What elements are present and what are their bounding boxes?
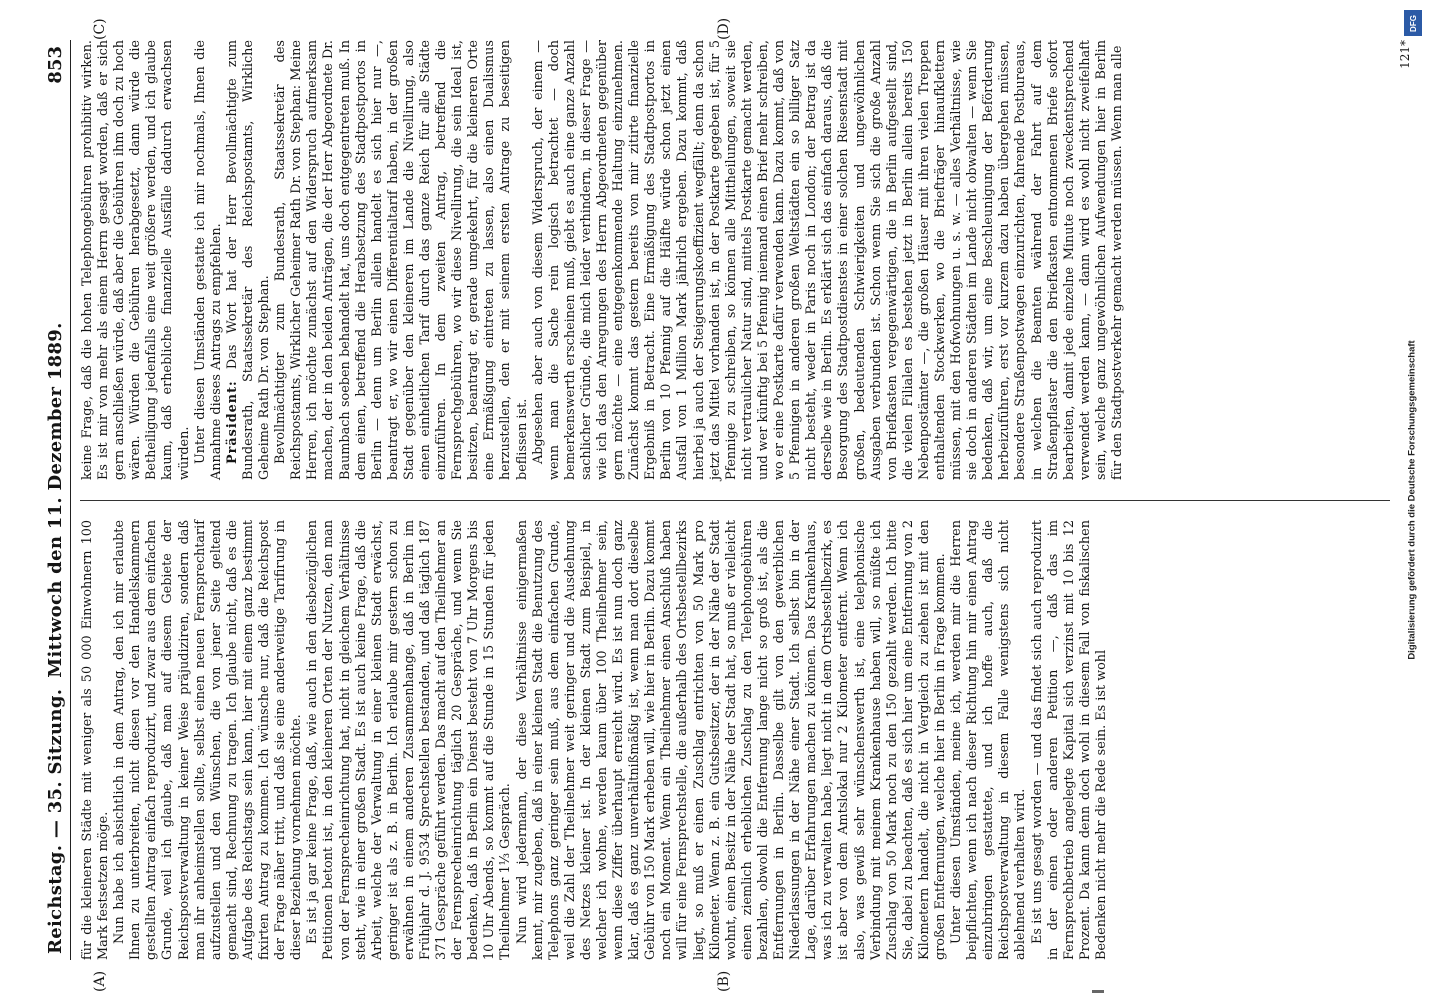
dfg-logo: DFG — [1404, 10, 1422, 36]
paragraph: keine Frage, daß die hohen Telephongebühren prohibitiv wirken. Es ist mir von mehr als einem Herrn gesagt worden, daß er sich gern anschließen würde, daß aber die Gebühren ihm doch zu hoch wären. Würden die Gebühren herabgesetzt, dann würde die Betheiligung jedenfalls eine weit größere werden, und ich glaube kaum, daß erhebliche finanzielle Ausfälle dadurch erwachsen würden. — [80, 40, 192, 480]
paragraph: Nun habe ich absichtlich in dem Antrag, den ich mir erlaubte Ihnen zu unterbreiten, nicht diesen vor den Handelskammern gestellten Antrag einfach reproduzirt, und zwar aus dem einfachen Grunde, weil ich glaube, daß man auf diesem Gebiete der Reichspostverwaltung in keiner Weise präjudiziren, sondern daß man ihr anheimstellen sollte, selbst einen neuen Fernsprechtarif aufzustellen und den Wünschen, die von jener Seite geltend gemacht sind, Rechnung zu tragen. Ich glaube nicht, daß es die Aufgabe des Reichstags sein kann, hier mit einem ganz bestimmt fixirten Antrag zu kommen. Ich wünsche nur, daß die Reichspost der Frage näher tritt, und daß sie eine anderweitige Tarifirung in dieser Beziehung vornehmen möchte. — [112, 520, 305, 960]
margin-letter-a: (A) — [92, 970, 108, 992]
paragraph-text: Das Wort hat der Herr Bevollmächtigte zum Bundesrath, Staatssekretär des Reichspostamts, Wirkliche Geheime Rath Dr. von Stephan. — [224, 40, 273, 480]
scan-artifact — [1092, 990, 1104, 993]
page-number: 853 — [45, 46, 66, 84]
running-header — [44, 40, 71, 960]
speaker-label: Präsident: — [224, 380, 240, 464]
margin-letter-b: (B) — [716, 970, 732, 992]
speaker-paragraph — [225, 40, 273, 480]
signature-mark: 121* — [1398, 40, 1412, 69]
header-date: Mittwoch den 11. Dezember 1889. — [45, 322, 66, 678]
margin-letter-d: (D) — [716, 17, 732, 40]
paragraph: für die kleineren Städte mit weniger als 50 000 Einwohnern 100 Mark festsetzen möge. — [80, 520, 112, 960]
digitization-credit: Digitalisierung gefördert durch die Deutsche Forschungsgemeinschaft — [1406, 340, 1418, 660]
paragraph: Es ist uns gesagt worden — und das findet sich auch reproduzirt in der einen oder anderen Petition —, daß das im Fernsprechbetrieb angelegte Kapital sich verzinst mit 10 bis 12 Prozent. Da kann denn doch wohl in diesem Fall von fiskalischen Bedenken nicht mehr die Rede sein. Es ist wohl — [1029, 520, 1109, 960]
text-column-left — [80, 520, 1110, 960]
paragraph: Unter diesen Umständen gestatte ich mir nochmals, Ihnen die Annahme dieses Antrags zu empfehlen. — [192, 40, 224, 480]
header-session: Reichstag. — 35. Sitzung. — [45, 688, 66, 954]
paragraph: Bevollmächtigter zum Bundesrath, Staatssekretär des Reichspostamts, Wirklicher Geheimer Rath Dr. von Stephan: Meine Herren, ich möchte zunächst auf den Widerspruch aufmerksam machen, der in den beiden Anträgen, die der Herr Abgeordnete Dr. Baumbach soeben behandelt hat, uns doch entgegentreten muß. In dem einen, betreffend die Herabsetzung des Stadtpostportos in Berlin — denn um Berlin allein handelt es sich hier nur —, beantragt er, wo wir einen Differentialtarif haben, in der großen Stadt gegenüber den kleineren im Lande die Nivellirung, also einen einheitlichen Tarif durch das ganze Reich für alle Städte einzuführen. In dem zweiten Antrag, betreffend die Fernsprechgebühren, wo wir diese Nivellirung, die sein Ideal ist, besitzen, beantragt er, gerade umgekehrt, für die kleineren Orte eine Ermäßigung eintreten zu lassen, also einen Dualismus herzustellen, den er mit seinem ersten Antrage zu beseitigen beflissen ist. — [273, 40, 530, 480]
paragraph: Es ist ja gar keine Frage, daß, wie auch in den diesbezüglichen Petitionen betont ist, in den kleineren Orten der Nutzen, den man von der Fernsprecheinrichtung hat, nicht in gleichem Verhältnisse steht, wie in einer großen Stadt. Es ist auch keine Frage, daß die Arbeit, welche der Verwaltung in einer kleinen Stadt erwächst, geringer ist als z. B. in Berlin. Ich erlaube mir gestern schon zu erwähnen in einem anderen Zusammenhange, daß in Berlin im Frühjahr d. J. 9534 Sprechstellen bestanden, und daß täglich 187 371 Gespräche geführt werden. Das macht auf den Theilnehmer an der Fernsprecheinrichtung täglich 20 Gespräche, und wenn Sie bedenken, daß in Berlin ein Dienst besteht von 7 Uhr Morgens bis 10 Uhr Abends, so kommt auf die Stunde in 15 Stunden für jeden Theilnehmer 1⅓ Gespräch. — [305, 520, 514, 960]
paragraph: Unter diesen Umständen, meine ich, werden mir die Herren beipflichten, wenn ich nach dieser Richtung hin mir einen Antrag einzubringen gestattete, und ich hoffe auch, daß die Reichspostverwaltung in diesem Falle wenigstens sich nicht ablehnend verhalten wird. — [949, 520, 1029, 960]
paragraph: Nun wird jedermann, der diese Verhältnisse einigermaßen kennt, mir zugeben, daß in einer kleinen Stadt die Benutzung des Telephons ganz geringer sein muß, aus dem einfachen Grunde, weil die Zahl der Theilnehmer weit geringer und die Ausdehnung des Netzes kleiner ist. In der kleinen Stadt zum Beispiel, in welcher ich wohne, werden kaum über 100 Theilnehmer sein, wenn diese Ziffer überhaupt erreicht wird. Es ist nun doch ganz klar, daß es ganz unverhältnißmäßig ist, wenn man dort dieselbe Gebühr von 150 Mark erheben will, wie hier in Berlin. Dazu kommt noch ein Moment. Wenn ein Theilnehmer einen Anschluß haben will für eine Fernsprechstelle, die außerhalb des Ortsbestellbezirks liegt, so muß er einen Zuschlag entrichten von 50 Mark pro Kilometer. Wenn z. B. ein Gutsbesitzer, der in der Nähe der Stadt wohnt, einen Besitz in der Nähe der Stadt hat, so muß er vielleicht einen ziemlich erheblichen Zuschlag zu den Telephongebühren bezahlen, obwohl die Entfernung lange nicht so groß ist, als die Entfernungen in Berlin. Dasselbe gilt von den gewerblichen Niederlassungen in der Nähe einer Stadt. Ich selbst bin in der Lage, darüber Erfahrungen machen zu können. Das Krankenhaus, was ich zu verwalten habe, liegt nicht in dem Ortsbestellbezirk, es ist aber von dem Amtslokal nur 2 Kilometer entfernt. Wenn ich also, was gewiß sehr wünschenswerth ist, eine telephonische Verbindung mit meinem Krankenhause haben will, so müßte ich Zuschlag von 50 Mark noch zu den 150 gezahlt werden. Ich bitte Sie, dabei zu beachten, daß es sich hier um eine Entfernung von 2 Kilometern handelt, die nicht in Vergleich zu ziehen ist mit den großen Entfernungen, welche hier in Berlin in Frage kommen. — [514, 520, 948, 960]
text-column-right — [80, 40, 1126, 480]
margin-letter-c: (C) — [92, 18, 108, 40]
column-divider — [80, 500, 1390, 501]
paragraph: Abgesehen aber auch von diesem Widerspruch, der einem — wenn man die Sache rein logisch betrachtet — doch bemerkenswerth erscheinen muß, giebt es auch eine ganze Anzahl sachlicher Gründe, die mich leider verhindern, in dieser Frage — wie ich das den Anregungen des Herrn Abgeordneten gegenüber gern möchte — eine entgegenkommende Haltung einzunehmen. Zunächst kommt das gestern bereits von mir zitirte finanzielle Ergebniß in Betracht. Eine Ermäßigung des Stadtpostportos in Berlin von 10 Pfennig auf die Hälfte würde schon jetzt einen Ausfall von 1 Million Mark jährlich ergeben. Dazu kommt, daß hierbei ja auch der Steigerungskoeffizient wegfällt; denn da schon jetzt das Mittel vorhanden ist, in der Postkarte gegeben ist, für 5 Pfennige zu schreiben, so können alle Mittheilungen, soweit sie nicht vertraulicher Natur sind, mittels Postkarte gemacht werden, und wer künftig bei 5 Pfennig niemand einen Brief mehr schreiben, wo er eine Postkarte dafür verwenden kann. Dazu kommt, daß von 5 Pfennigen in anderen großen Weltstädten ein so billiger Satz nicht besteht, weder in Paris noch in London; der Betrag ist da derselbe wie in Berlin. Es erklärt sich das einfach daraus, daß die Besorgung des Stadtpostdienstes in einer solchen Riesenstadt mit großen, bedeutenden Schwierigkeiten und ungewöhnlichen Ausgaben verbunden ist. Schon wenn Sie sich die große Anzahl von Briefkasten vergegenwärtigen, die in Berlin aufgestellt sind, die vielen Filialen es bestehen jetzt in Berlin allein bereits 150 Nebenpostämter —, die großen Häuser mit ihren vielen Treppen enthaltenden Stockwerken, wo die Briefträger hinaufklettern müssen, mit den Hofwohnungen u. s. w. — alles Verhältnisse, wie sie doch in anderen Städten im Lande nicht obwalten — wenn Sie bedenken, daß wir, um eine Beschleunigung der Beförderung herbeizuführen, erst vor kurzem dazu haben übergehen müssen, besondere Straßenpostwagen einzurichten, fahrende Postbureaus, in welchen die Beamten während der Fahrt auf dem Straßenpflaster die den Briefkasten entnommenen Briefe sofort bearbeiten, damit jede einzelne Minute noch zweckentsprechend verwendet werden kann, — dann wird es wohl nicht zweifelhaft sein, welche ganz ungewöhnlichen Aufwendungen hier in Berlin für den Stadtpostverkehr gemacht werden müssen. Wenn man alle — [530, 40, 1125, 480]
